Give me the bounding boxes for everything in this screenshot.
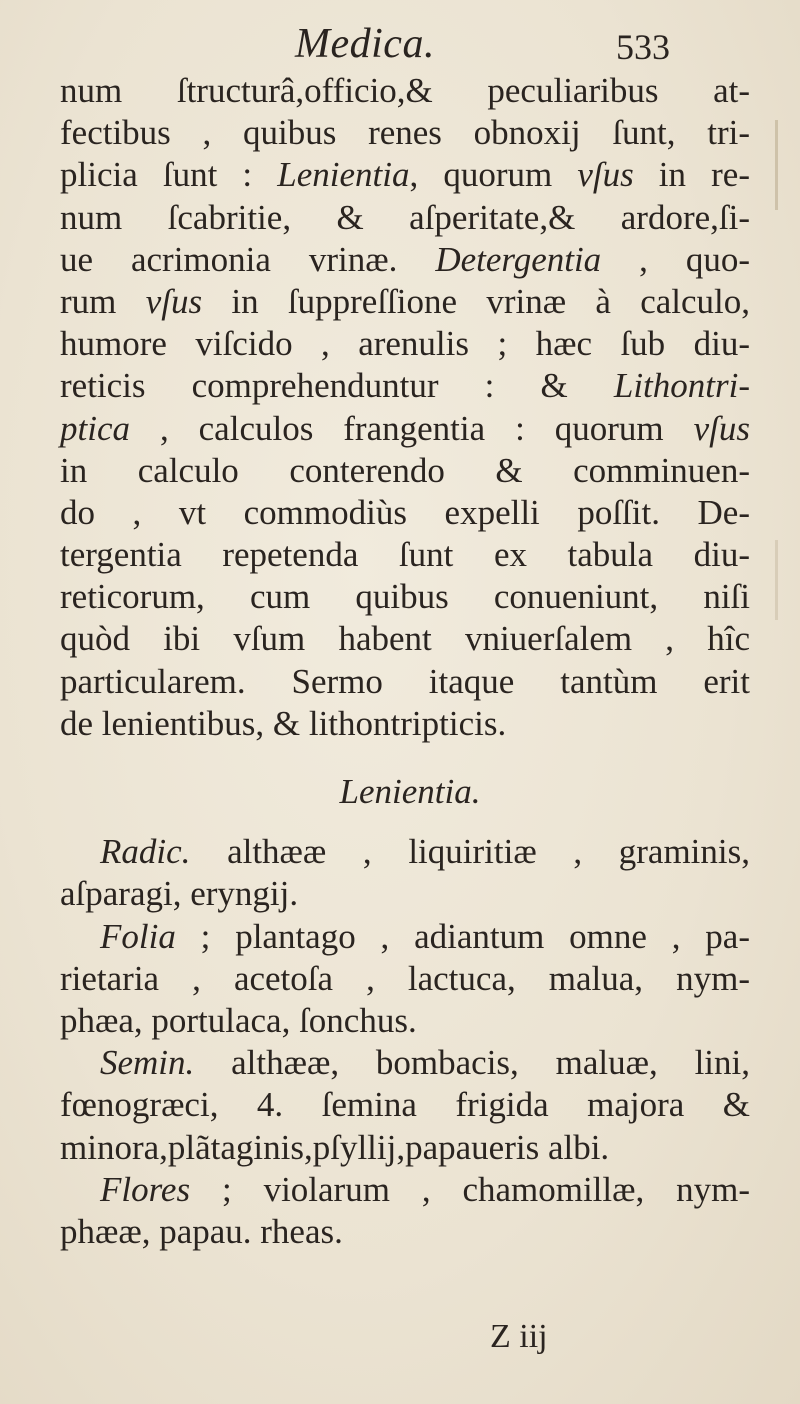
italic-term: vſus [145,281,203,321]
italic-term: vſus [577,155,634,195]
list-line: fœnogræci, 4. ſemina frigida majora & [60,1085,750,1125]
page-header [0,10,800,70]
paragraph [60,70,750,745]
italic-term: Detergentia [435,239,602,279]
text-line: in calculo conterendo & comminuen- [60,450,750,490]
italic-term: Lenientia [277,155,410,195]
text-line: particularem. Sermo itaque tantùm erit [60,661,750,701]
list-line: phæa, portulaca, ſonchus. [60,1000,417,1040]
body-text [60,70,750,1253]
text-line: ue acrimonia vrinæ. Detergentia , quo- [60,239,750,279]
text-line: tergentia repetenda ſunt ex tabula diu- [60,535,750,575]
text-line: reticis comprehenduntur : & Lithontri- [60,366,750,406]
italic-term: ptica [60,408,130,448]
text-line: reticorum, cum quibus conueniunt, niſi [60,577,750,617]
ingredient-list [60,831,750,1253]
text-line: quòd ibi vſum habent vniuerſalem , hîc [60,619,750,659]
section-title: Lenientia. [339,772,481,811]
text-line: de lenientibus, & lithontripticis. [60,703,507,743]
text-line: num ſcabritie, & aſperitate,& ardore,ſi- [60,197,750,237]
list-line: Flores ; violarum , chamomillæ, nym- [100,1169,750,1209]
italic-term: Radic. [100,832,191,872]
page-edge-mark [775,540,778,620]
italic-term: Semin. [100,1043,195,1083]
text-line: num ſtructurâ,officio,& peculiaribus at- [60,71,750,110]
text-line: humore viſcido , arenulis ; hæc ſub diu- [60,324,750,364]
list-line: Semin. althææ, bombacis, maluæ, lini, [100,1043,750,1083]
italic-term: vſus [693,408,750,448]
page-number: 533 [616,27,670,67]
text-line: plicia ſunt : Lenientia, quorum vſus in re- [60,155,750,195]
list-line: minora,plãtaginis,pſyllij,papaueris albi. [60,1127,610,1167]
list-line: Folia ; plantago , adiantum omne , pa- [100,916,750,956]
text-line: fectibus , quibus renes obnoxij ſunt, tri- [60,113,750,153]
page-edge-mark [775,120,778,210]
italic-term: Folia [100,916,176,956]
text-line: do , vt commodiùs expelli poſſit. De- [60,492,750,532]
text-line: ptica , calculos frangentia : quorum vſus [60,408,750,448]
italic-term: Lithontri- [613,366,750,406]
running-head: Medica. [295,21,435,67]
text-line: rum vſus in ſuppreſſione vrinæ à calculo, [60,281,750,321]
signature-mark: Z iij [490,1318,548,1355]
list-line: phææ, papau. rheas. [60,1211,343,1251]
list-line: aſparagi, eryngij. [60,874,299,914]
italic-term: Flores [100,1169,191,1209]
list-line: rietaria , acetoſa , lactuca, malua, nym- [60,958,750,998]
list-line: Radic. althææ , liquiritiæ , graminis, [100,832,750,872]
